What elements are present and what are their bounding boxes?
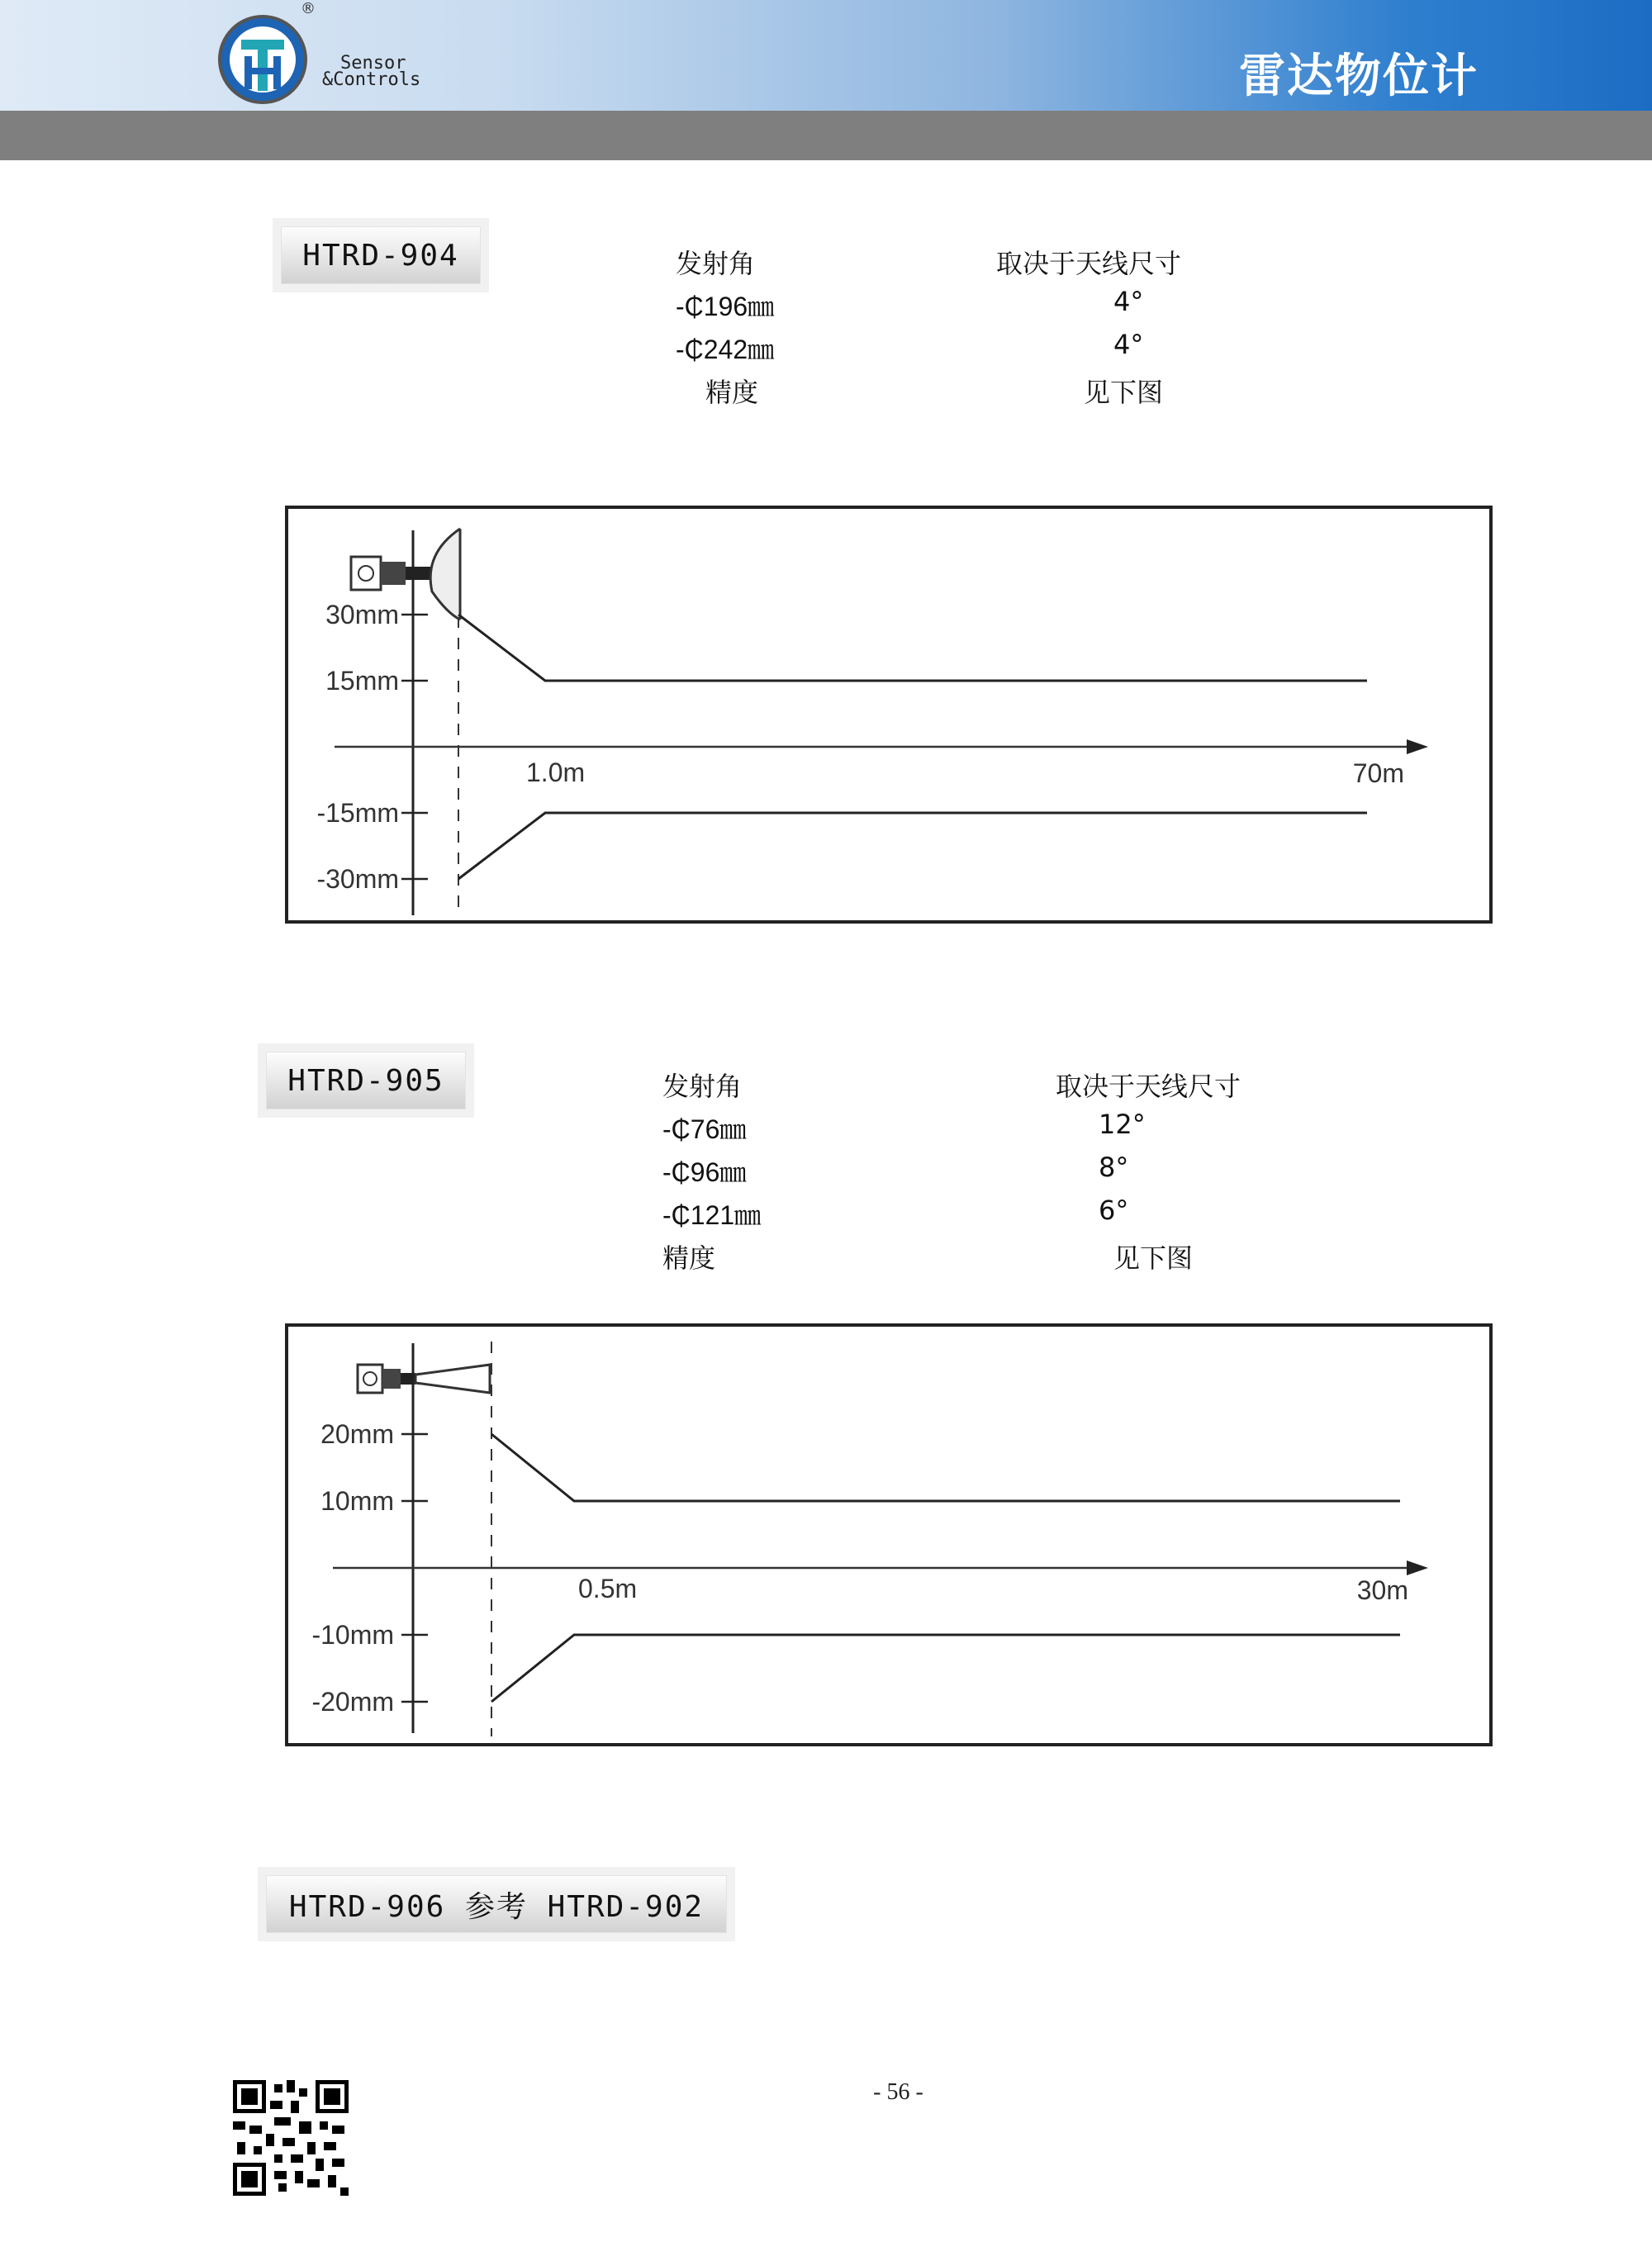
spec-value: 4°: [1113, 286, 1144, 317]
accuracy-chart-htrd-905: [285, 1323, 1493, 1746]
x-label-max: 70m: [1352, 758, 1404, 788]
chart-frame: [287, 507, 1491, 922]
spec-value: 取决于天线尺寸: [996, 248, 1182, 279]
page-header: [0, 0, 1652, 111]
spec-label: -₵196㎜: [676, 292, 775, 321]
spec-label: -₵76㎜: [662, 1114, 747, 1144]
spec-value: 4°: [1113, 329, 1144, 360]
company-logo: [216, 13, 309, 106]
model-tag-htrd-904: HTRD-904: [281, 226, 481, 284]
page-number: - 56 -: [873, 2079, 923, 2105]
y-tick-label: -10mm: [311, 1620, 394, 1650]
brand-line-2: &Controls: [322, 69, 421, 90]
page-title: 雷达物位计: [1239, 50, 1479, 103]
spec-label: 发射角: [676, 248, 756, 279]
model-tag-htrd-905: HTRD-905: [266, 1052, 466, 1109]
y-tick-label: 20mm: [320, 1419, 394, 1449]
x-label-near: 0.5m: [578, 1574, 638, 1603]
brand-line-1: Sensor: [340, 53, 406, 74]
accuracy-chart-htrd-904: [285, 506, 1493, 924]
spec-value: 6°: [1099, 1195, 1129, 1226]
registered-mark: ®: [301, 0, 316, 17]
header-divider-bar: [0, 111, 1652, 160]
y-tick-label: -20mm: [311, 1687, 394, 1717]
y-tick-label: 15mm: [325, 666, 399, 696]
spec-label: -₵96㎜: [662, 1157, 747, 1187]
spec-label: -₵242㎜: [676, 335, 775, 364]
y-tick-label: -30mm: [316, 864, 399, 894]
x-label-near: 1.0m: [526, 758, 586, 787]
y-tick-label: 10mm: [320, 1486, 394, 1516]
spec-value: 8°: [1099, 1152, 1129, 1183]
spec-value: 见下图: [1113, 1242, 1194, 1274]
x-label-max: 30m: [1356, 1575, 1408, 1605]
spec-value: 见下图: [1084, 377, 1164, 408]
spec-label: -₵121㎜: [662, 1200, 762, 1230]
spec-value: 12°: [1099, 1109, 1146, 1140]
spec-value: 取决于天线尺寸: [1056, 1071, 1241, 1102]
spec-label: 精度: [705, 377, 759, 408]
spec-label: 精度: [662, 1242, 716, 1274]
spec-label: 发射角: [662, 1071, 743, 1102]
model-tag-htrd-906: HTRD-906 参考 HTRD-902: [266, 1875, 727, 1933]
y-tick-label: -15mm: [316, 798, 399, 828]
y-tick-label: 30mm: [325, 600, 399, 629]
